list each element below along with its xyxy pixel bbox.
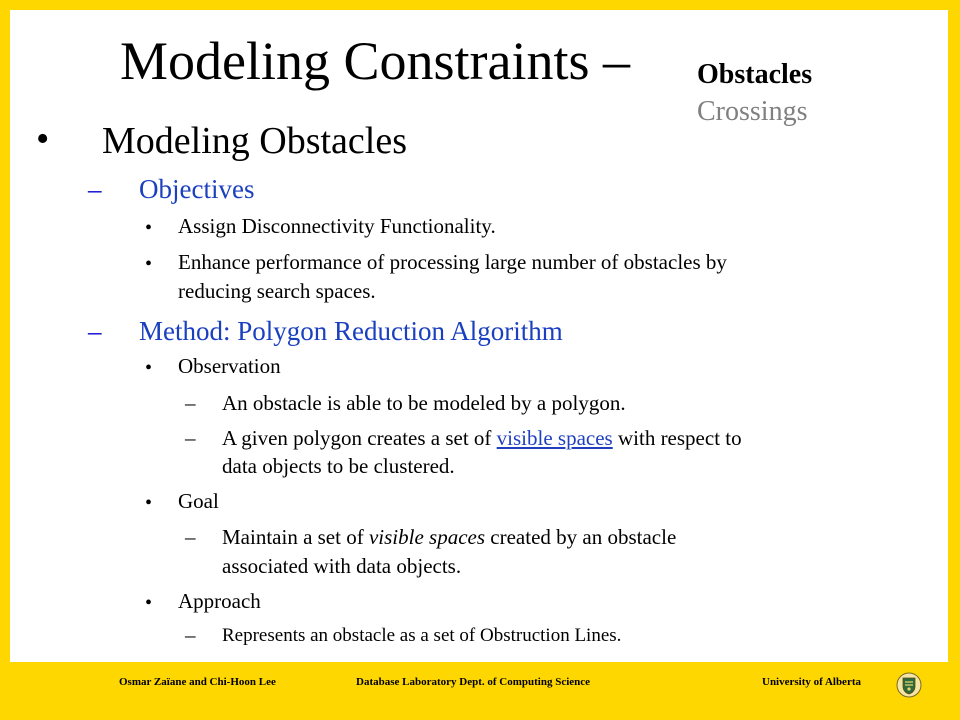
observation-label: Observation: [178, 354, 281, 378]
objective-item-2: Enhance performance of processing large number of obstacles by: [178, 250, 727, 274]
observation-item-2-post: with respect to: [612, 426, 742, 450]
goal-item-1-emphasis: visible spaces: [368, 525, 486, 549]
footer-lab: Database Laboratory Dept. of Computing Science: [356, 676, 591, 688]
bullet-icon: •: [145, 357, 153, 379]
bullet-icon: •: [145, 492, 153, 514]
footer-university: University of Alberta: [762, 676, 861, 688]
footer-authors: Osmar Zaïane and Chi-Hoon Lee: [119, 676, 276, 688]
goal-item-1-cont: associated with data objects.: [222, 554, 462, 578]
objective-item-1: Assign Disconnectivity Functionality.: [178, 214, 496, 238]
bullet-icon: •: [145, 253, 153, 275]
observation-item-2: [222, 428, 742, 449]
visible-spaces-link[interactable]: visible spaces: [496, 426, 613, 450]
objectives-heading: Objectives: [139, 174, 255, 204]
objective-item-2-cont: reducing search spaces.: [178, 279, 376, 303]
dash-icon: –: [185, 623, 196, 647]
goal-item-1: [222, 527, 676, 548]
method-heading: Method: Polygon Reduction Algorithm: [139, 316, 563, 346]
method-dash: –: [88, 316, 102, 346]
dash-icon: –: [185, 525, 196, 549]
slide-title-subtopic: Obstacles: [697, 59, 813, 90]
dash-icon: –: [185, 391, 196, 415]
observation-item-1: An obstacle is able to be modeled by a polygon.: [222, 391, 626, 415]
approach-label: Approach: [178, 589, 261, 613]
goal-item-1-post: created by an obstacle: [485, 525, 677, 549]
section-heading: Modeling Obstacles: [102, 120, 408, 162]
goal-label: Goal: [178, 489, 219, 513]
bullet-icon: •: [145, 217, 153, 239]
slide-title: Modeling Constraints –: [120, 31, 630, 91]
section-bullet: •: [36, 118, 50, 160]
observation-item-2-pre: A given polygon creates a set of: [222, 426, 497, 450]
dash-icon: –: [185, 426, 196, 450]
goal-item-1-pre: Maintain a set of: [222, 525, 369, 549]
objectives-dash: –: [88, 174, 102, 204]
bullet-icon: •: [145, 592, 153, 614]
observation-item-2-cont: data objects to be clustered.: [222, 454, 455, 478]
slide-title-next-topic: Crossings: [697, 96, 808, 127]
university-crest-icon: [896, 672, 922, 698]
approach-item-1: Represents an obstacle as a set of Obstruction Lines.: [222, 625, 622, 646]
